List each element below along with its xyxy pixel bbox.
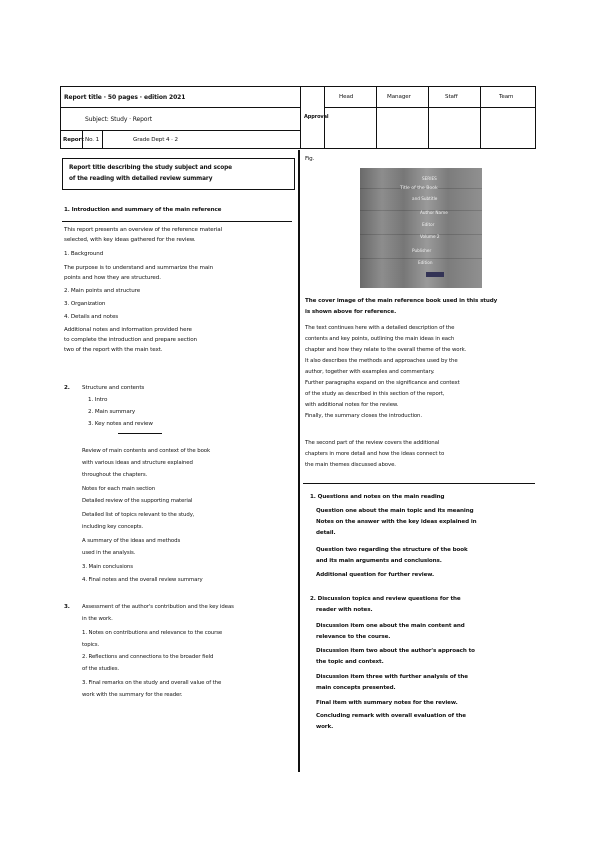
question-1-heading: 1. Questions and notes on the main reading [310, 494, 445, 500]
section-3-marker: 3. [64, 604, 70, 610]
book-editor: Editor [422, 222, 435, 227]
book-series: SERIES [422, 176, 437, 181]
approval-sign-box [429, 108, 481, 149]
column-divider [298, 150, 300, 772]
left-para1-line: Additional notes and information provided here [64, 327, 192, 333]
section-2-body-line: used in the analysis. [82, 550, 136, 556]
left-para1-line: selected, with key ideas gathered for the review. [64, 237, 196, 243]
section-2-body-line: 4. Final notes and the overall review summary [82, 577, 203, 583]
section-2-heading: Structure and contents [82, 385, 145, 391]
book-author: Author Name [420, 210, 448, 215]
section-3-body-line: of the studies. [82, 666, 120, 672]
right-para1-line: contents and key points, outlining the main ideas in each [305, 336, 455, 342]
book-volume: Volume 2 [420, 234, 440, 239]
right-para1-line: of the study as described in this section of the report, [305, 391, 445, 397]
right-para2-line: the main themes discussed above. [305, 462, 396, 468]
question-1-item: Notes on the answer with the key ideas explained in [316, 519, 477, 525]
section-2-body-line: A summary of the ideas and methods [82, 538, 181, 544]
header-row1: Report title · 50 pages · edition 2021 [64, 94, 186, 101]
section-2-body-line: Detailed list of topics relevant to the study, [82, 512, 195, 518]
book-title: Title of the Book [400, 186, 438, 191]
section-2-body-line: Detailed review of the supporting material [82, 498, 193, 504]
question-2-item: Concluding remark with overall evaluation of the [316, 713, 466, 719]
approval-col-label: Team [499, 94, 514, 100]
title-box [62, 158, 295, 190]
approval-col-3 [481, 87, 535, 108]
section-2-list-item: 3. Key notes and review [88, 421, 153, 427]
approval-col-0 [325, 87, 377, 108]
header-row1-cell [61, 87, 301, 108]
header-row2-cell [61, 108, 301, 131]
question-2-item: main concepts presented. [316, 685, 396, 691]
right-para2-line: chapters in more detail and how the ideas connect to [305, 451, 445, 457]
approval-col-label: Head [339, 94, 354, 100]
right-para1-line: with additional notes for the review. [305, 402, 399, 408]
question-2-heading: 2. Discussion topics and review questions for the [310, 596, 461, 602]
title-line-1: Report title describing the study subject and scope [69, 165, 232, 171]
question-2-item: Discussion item two about the author's approach to [316, 648, 475, 654]
right-para2-line: The second part of the review covers the additional [305, 440, 440, 446]
section-2-list-item: 2. Main summary [88, 409, 136, 415]
right-para1-line: Further paragraphs expand on the significance and context [305, 380, 460, 386]
left-para1-line: two of the report with the main text. [64, 347, 163, 353]
left-para1-line: to complete the introduction and prepare section [64, 337, 198, 343]
approval-side-cell [301, 87, 329, 149]
section-2-marker: 2. [64, 385, 70, 391]
book-edition: Edition [418, 260, 433, 265]
approval-col-label: Manager [387, 94, 411, 100]
question-1-item: Additional question for further review. [316, 572, 435, 578]
left-para1-line: 4. Details and notes [64, 314, 119, 320]
section-2-body-line: Notes for each main section [82, 486, 156, 492]
left-subheading: 1. Introduction and summary of the main reference [64, 207, 222, 213]
left-para1-line: 2. Main points and structure [64, 288, 141, 294]
approval-col-1 [377, 87, 429, 108]
section-3-body-line: topics. [82, 642, 100, 648]
right-para1-line: It also describes the methods and approaches used by the [305, 358, 458, 364]
header-row3c-cell [103, 131, 301, 149]
section-2-body-line: including key concepts. [82, 524, 144, 530]
right-para1-line: The text continues here with a detailed description of the [305, 325, 455, 331]
section-rule [62, 221, 292, 222]
question-2-heading-cont: reader with notes. [316, 607, 373, 613]
book-publisher: Publisher [412, 248, 432, 253]
header-row2: Subject: Study · Report [85, 116, 152, 123]
section-3-body-line: 1. Notes on contributions and relevance to the course [82, 630, 223, 636]
approval-side-label: Approval [304, 114, 329, 120]
section-rule [303, 483, 535, 484]
title-line-2: of the reading with detailed review summary [69, 176, 213, 182]
right-para1-line: Finally, the summary closes the introduction. [305, 413, 422, 419]
approval-sign-box [481, 108, 535, 149]
list-underline [118, 433, 162, 434]
question-1-item: Question one about the main topic and its meaning [316, 508, 474, 514]
section-3-body-line: 2. Reflections and connections to the broader field [82, 654, 214, 660]
question-2-item: Final item with summary notes for the review. [316, 700, 458, 706]
question-2-item: Discussion item one about the main content and [316, 623, 465, 629]
section-2-body-line: Review of main contents and context of the book [82, 448, 210, 454]
section-2-body-line: with various ideas and structure explained [82, 460, 193, 466]
left-para1-line: points and how they are structured. [64, 275, 161, 281]
question-2-item: work. [316, 724, 334, 730]
section-3-body-line: work with the summary for the reader. [82, 692, 183, 698]
right-para1-line: author, together with examples and commentary. [305, 369, 435, 375]
question-2-item: the topic and context. [316, 659, 384, 665]
header-table [60, 86, 536, 149]
book-cover-image [360, 168, 482, 288]
header-row3c: Grade Dept 4 · 2 [133, 137, 178, 143]
section-2-body-line: throughout the chapters. [82, 472, 148, 478]
section-3-body-line: Assessment of the author's contribution and the key ideas [82, 604, 234, 610]
approval-col-label: Staff [445, 94, 458, 100]
approval-sign-box [377, 108, 429, 149]
book-subtitle: and Subtitle [412, 196, 438, 201]
right-para1-line: The cover image of the main reference book used in this study [305, 298, 498, 304]
left-para1-line: The purpose is to understand and summarize the main [64, 265, 214, 271]
header-row3b: No. 1 [85, 137, 100, 143]
left-para1-line: 3. Organization [64, 301, 106, 307]
question-1-item: and its main arguments and conclusions. [316, 558, 442, 564]
right-para1-line: chapter and how they relate to the overall theme of the work. [305, 347, 467, 353]
header-row3a-cell [61, 131, 83, 149]
left-para1-line: 1. Background [64, 251, 104, 257]
figure-label: Fig. [305, 156, 315, 162]
header-row3b-cell [83, 131, 103, 149]
question-2-item: relevance to the course. [316, 634, 391, 640]
header-row3a: Report [63, 137, 84, 143]
question-1-item: Question two regarding the structure of the book [316, 547, 468, 553]
section-2-list-item: 1. Intro [88, 397, 108, 403]
question-1-item: detail. [316, 530, 336, 536]
question-2-item: Discussion item three with further analysis of the [316, 674, 468, 680]
section-3-body-line: 3. Final remarks on the study and overall value of the [82, 680, 222, 686]
left-para1-line: This report presents an overview of the reference material [64, 227, 223, 233]
section-2-body-line: 3. Main conclusions [82, 564, 133, 570]
approval-sign-box [325, 108, 377, 149]
approval-col-2 [429, 87, 481, 108]
right-para1-line: is shown above for reference. [305, 309, 397, 315]
publisher-logo [426, 272, 444, 277]
section-3-body-line: in the work. [82, 616, 113, 622]
